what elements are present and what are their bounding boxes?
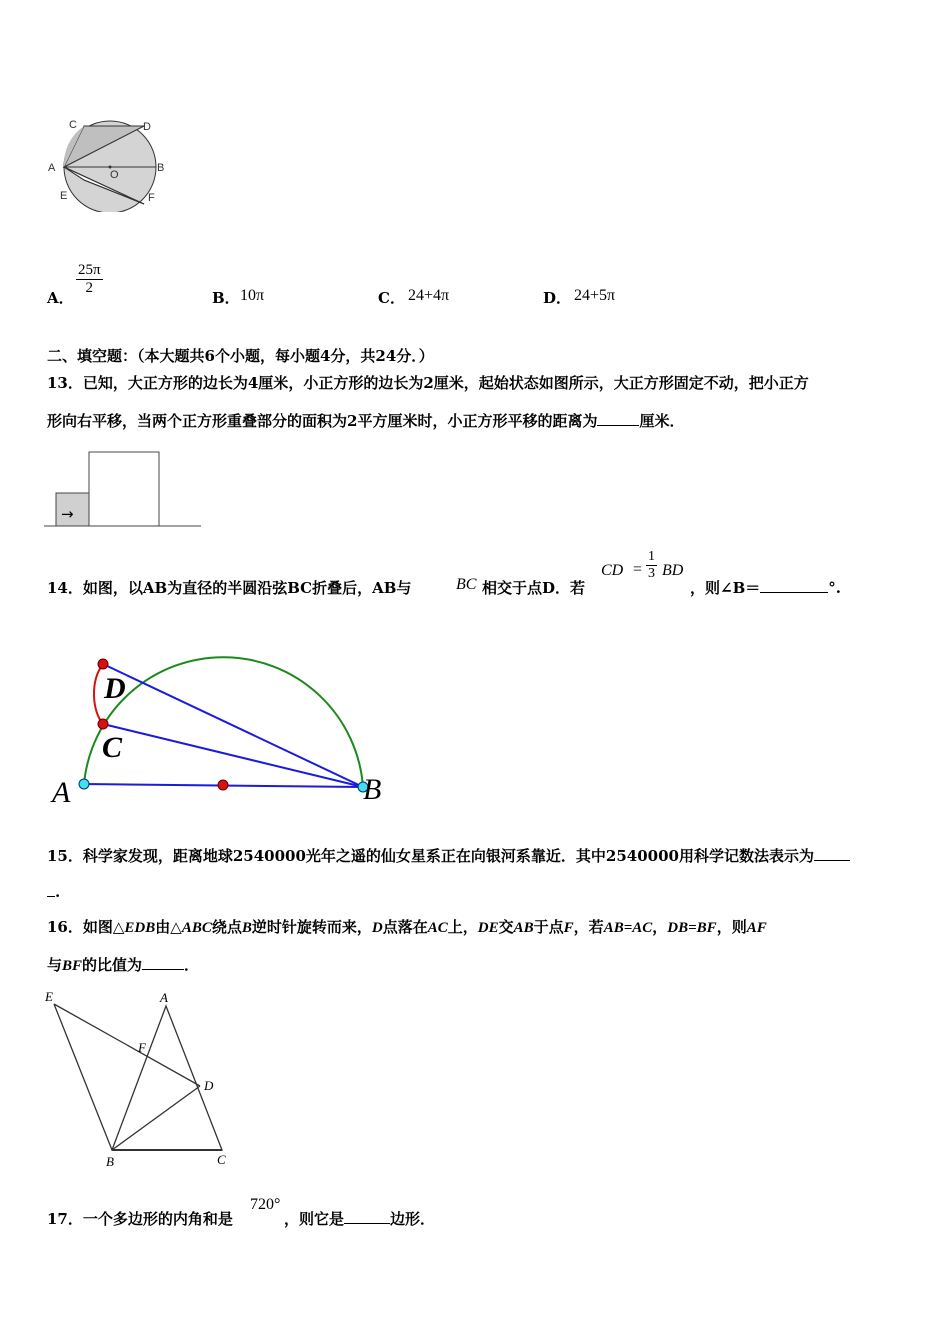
fig16-label-e: E — [45, 989, 53, 1004]
q16-seg: 上， — [447, 918, 478, 936]
q17-post-line — [284, 1208, 435, 1229]
q15-line2 — [47, 883, 60, 901]
figure-circle-q12 — [40, 112, 175, 212]
fig16-label-d: D — [204, 1078, 214, 1093]
figure-rotation-q16 — [40, 986, 235, 1171]
option-d-letter: D． — [543, 289, 572, 307]
q16-line1 — [47, 916, 767, 937]
q14-answer-blank[interactable] — [760, 592, 828, 593]
q14-cd: CD — [601, 562, 624, 579]
q16-seg: AC — [427, 920, 448, 936]
q14-fraction-num: 1 — [648, 549, 655, 564]
q14-mid: 相交于点D．若 — [482, 579, 586, 597]
q15-text: 15．科学家发现，距离地球2540000光年之遥的仙女星系正在向银河系靠近．其中2540000用科学记数法表示为 — [47, 847, 814, 865]
q16-seg: 交 — [498, 918, 514, 936]
q14-fraction — [646, 549, 657, 582]
q16-seg: F — [563, 920, 574, 936]
q16-seg: AB=AC — [603, 920, 653, 936]
fig16-label-c: C — [217, 1152, 226, 1167]
option-a-denominator: 2 — [85, 280, 94, 296]
q17-value: 720° — [250, 1196, 281, 1213]
fig16-label-f: F — [138, 1040, 146, 1055]
q14-bd: BD — [662, 562, 684, 579]
q14-post-line — [690, 577, 841, 598]
option-a-fraction — [76, 262, 103, 297]
q15-line2-text: . — [55, 883, 61, 901]
option-b-value: 10π — [240, 287, 265, 304]
q17-post: 边形． — [390, 1210, 436, 1228]
fig12-label-b: B — [157, 162, 165, 174]
fig16-label-a: A — [160, 990, 168, 1005]
option-b-letter: B． — [212, 289, 240, 307]
q16-seg: ． — [184, 956, 200, 974]
q16-seg: ABC — [181, 920, 212, 936]
q13-line2-post: 厘米． — [639, 412, 685, 430]
q16-answer-blank[interactable] — [142, 969, 184, 970]
fig12-label-e: E — [60, 190, 68, 202]
fig14-label-b: B — [363, 773, 382, 806]
q14-eq: = — [633, 561, 643, 578]
section-heading: 二、填空题：（本大题共6个小题，每小题4分，共24分．） — [47, 347, 434, 365]
figure-semicircle-q14 — [50, 636, 400, 808]
q16-seg: AF — [746, 920, 767, 936]
q16-seg: 点落在 — [382, 918, 428, 936]
q14-line — [47, 577, 411, 598]
fig14-label-a: A — [52, 776, 71, 808]
fig14-label-d: D — [104, 672, 126, 705]
q16-seg: D — [371, 920, 383, 936]
q16-seg: 16．如图△ — [47, 918, 125, 936]
q14-post: ，则∠B＝ — [690, 579, 761, 597]
q14-arc-bc: BC — [456, 576, 477, 593]
q16-seg: EDB — [124, 920, 156, 936]
q16-seg: ， — [652, 918, 668, 936]
q16-seg: ，若 — [573, 918, 604, 936]
q16-seg: ，则 — [716, 918, 747, 936]
q16-seg: 绕点 — [211, 918, 242, 936]
q15-answer-blank-cont[interactable] — [47, 896, 55, 897]
option-a-letter: A． — [47, 289, 74, 307]
q14-pre: 14．如图，以AB为直径的半圆沿弦BC折叠后，AB与 — [47, 579, 412, 597]
fig12-label-a: A — [48, 162, 56, 174]
q16-seg: AB — [513, 920, 534, 936]
option-c-letter: C． — [378, 289, 405, 307]
q16-seg: B — [241, 920, 252, 936]
q13-line2 — [47, 410, 684, 431]
option-d-value: 24+5π — [574, 287, 616, 304]
q15-line1 — [47, 845, 850, 866]
q13-line2-pre: 形向右平移，当两个正方形重叠部分的面积为2平方厘米时，小正方形平移的距离为 — [47, 412, 598, 430]
q16-seg: DB=BF — [667, 920, 717, 936]
q17-pre: 17．一个多边形的内角和是 — [47, 1210, 233, 1228]
fig16-label-b: B — [106, 1154, 114, 1169]
option-a-numerator: 25π — [78, 262, 101, 278]
q16-seg: DE — [477, 920, 499, 936]
option-c-value: 24+4π — [408, 287, 450, 304]
q17-mid: ，则它是 — [284, 1210, 345, 1228]
q16-seg: 的比值为 — [82, 956, 143, 974]
q13-arrow-icon: → — [61, 505, 74, 523]
q16-seg: BF — [62, 958, 83, 974]
q16-line2 — [47, 954, 199, 975]
q16-seg: 与 — [47, 956, 63, 974]
q16-seg: 逆时针旋转而来， — [251, 918, 372, 936]
q14-fraction-den: 3 — [648, 566, 655, 581]
q13-line1: 13．已知，大正方形的边长为4厘米，小正方形的边长为2厘米，起始状态如图所示，大正方形固定不动，把小正方 — [47, 374, 809, 392]
fig12-label-c: C — [69, 119, 77, 131]
q16-seg: 于点 — [533, 918, 564, 936]
fig14-label-c: C — [102, 731, 123, 764]
q17-answer-blank[interactable] — [344, 1223, 390, 1224]
q15-answer-blank[interactable] — [814, 860, 850, 861]
fig12-label-o: O — [110, 169, 119, 181]
q16-seg: 由△ — [155, 918, 182, 936]
q14-degree: °. — [828, 579, 841, 597]
q13-answer-blank[interactable] — [597, 425, 639, 426]
fig12-label-f: F — [148, 192, 155, 204]
fig12-label-d: D — [143, 121, 151, 133]
